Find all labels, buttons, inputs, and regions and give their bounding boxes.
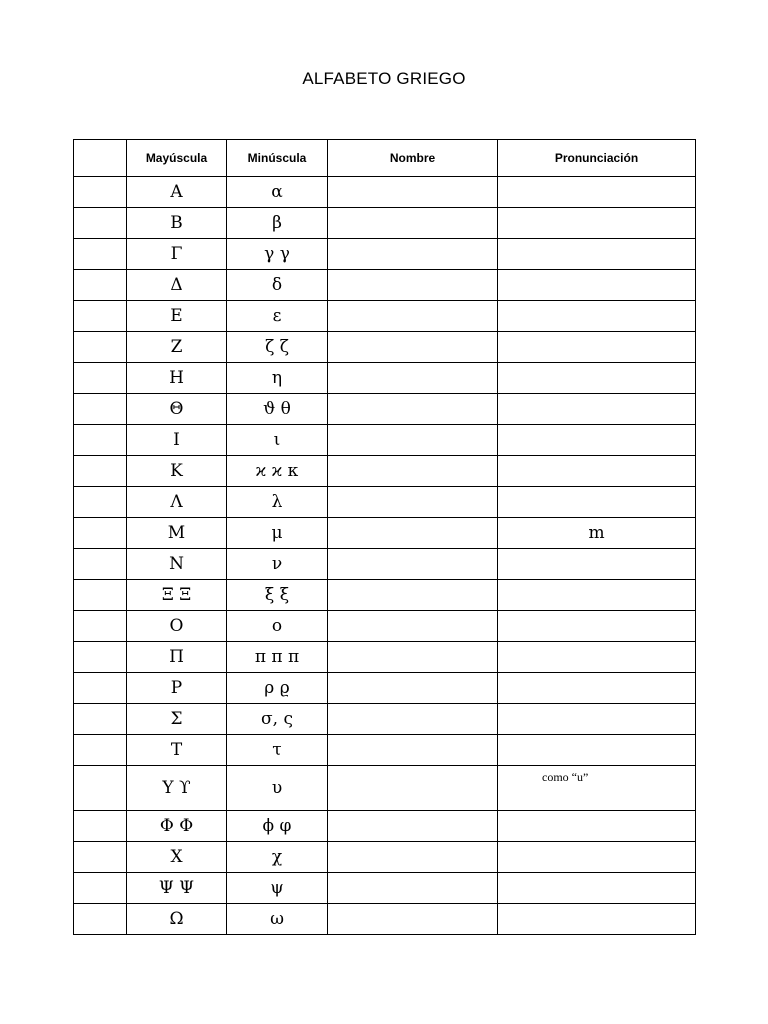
nombre-cell — [328, 673, 498, 704]
table-row — [74, 487, 696, 518]
row-index-cell — [74, 842, 127, 873]
uppercase-letter: Υ ϒ — [127, 766, 227, 811]
uppercase-letter: Κ — [127, 456, 227, 487]
lowercase-letter: ω — [227, 904, 328, 935]
pronunciacion-cell — [498, 611, 696, 642]
uppercase-letter: Μ — [127, 518, 227, 549]
lowercase-letter: ψ — [227, 873, 328, 904]
header-row — [74, 140, 696, 177]
pronunciacion-cell — [498, 332, 696, 363]
row-index-cell — [74, 177, 127, 208]
row-index-cell — [74, 735, 127, 766]
pronunciacion-cell: m — [498, 518, 696, 549]
uppercase-letter: Ε — [127, 301, 227, 332]
row-index-cell — [74, 611, 127, 642]
uppercase-letter: Χ — [127, 842, 227, 873]
pronunciacion-cell — [498, 549, 696, 580]
lowercase-letter: ζ ζ — [227, 332, 328, 363]
table-body — [74, 177, 696, 935]
nombre-cell — [328, 425, 498, 456]
lowercase-letter: χ — [227, 842, 328, 873]
table-row — [74, 332, 696, 363]
uppercase-letter: Ψ Ψ — [127, 873, 227, 904]
pronunciacion-cell — [498, 580, 696, 611]
table-row — [74, 270, 696, 301]
table-row — [74, 518, 696, 549]
nombre-cell — [328, 549, 498, 580]
nombre-cell — [328, 394, 498, 425]
pronunciacion-cell — [498, 873, 696, 904]
pronunciacion-cell — [498, 842, 696, 873]
table-row — [74, 580, 696, 611]
lowercase-letter: σ, ς — [227, 704, 328, 735]
lowercase-letter: ε — [227, 301, 328, 332]
lowercase-letter: ι — [227, 425, 328, 456]
header-index — [74, 140, 127, 177]
pronunciacion-cell — [498, 642, 696, 673]
lowercase-letter: τ — [227, 735, 328, 766]
lowercase-letter: ϰ ϰ κ — [227, 456, 328, 487]
uppercase-letter: Ρ — [127, 673, 227, 704]
lowercase-letter: β — [227, 208, 328, 239]
lowercase-letter: ϑ θ — [227, 394, 328, 425]
uppercase-letter: Σ — [127, 704, 227, 735]
pronunciacion-cell — [498, 456, 696, 487]
table-row — [74, 239, 696, 270]
table-row — [74, 673, 696, 704]
nombre-cell — [328, 332, 498, 363]
uppercase-letter: Φ Φ — [127, 811, 227, 842]
uppercase-letter: Ζ — [127, 332, 227, 363]
lowercase-letter: π π π — [227, 642, 328, 673]
page-title: ALFABETO GRIEGO — [302, 69, 466, 88]
lowercase-letter: μ — [227, 518, 328, 549]
header-nombre: Nombre — [328, 140, 498, 177]
table-row — [74, 873, 696, 904]
uppercase-letter: Ι — [127, 425, 227, 456]
nombre-cell — [328, 301, 498, 332]
uppercase-letter: Β — [127, 208, 227, 239]
nombre-cell — [328, 518, 498, 549]
nombre-cell — [328, 611, 498, 642]
table-row — [74, 811, 696, 842]
row-index-cell — [74, 549, 127, 580]
table-row — [74, 456, 696, 487]
row-index-cell — [74, 363, 127, 394]
nombre-cell — [328, 208, 498, 239]
table-row — [74, 549, 696, 580]
nombre-cell — [328, 735, 498, 766]
pronunciacion-cell — [498, 239, 696, 270]
nombre-cell — [328, 766, 498, 811]
uppercase-letter: Δ — [127, 270, 227, 301]
row-index-cell — [74, 208, 127, 239]
table-row — [74, 735, 696, 766]
table-row — [74, 642, 696, 673]
row-index-cell — [74, 239, 127, 270]
lowercase-letter: ν — [227, 549, 328, 580]
uppercase-letter: Η — [127, 363, 227, 394]
row-index-cell — [74, 766, 127, 811]
pronunciacion-cell — [498, 735, 696, 766]
row-index-cell — [74, 301, 127, 332]
nombre-cell — [328, 270, 498, 301]
lowercase-letter: λ — [227, 487, 328, 518]
greek-alphabet-table — [73, 139, 696, 935]
row-index-cell — [74, 518, 127, 549]
nombre-cell — [328, 239, 498, 270]
pronunciacion-cell — [498, 363, 696, 394]
uppercase-letter: Ω — [127, 904, 227, 935]
uppercase-letter: Π — [127, 642, 227, 673]
uppercase-letter: Ξ Ξ — [127, 580, 227, 611]
row-index-cell — [74, 873, 127, 904]
pronunciacion-cell — [498, 270, 696, 301]
header-minuscula: Minúscula — [227, 140, 328, 177]
lowercase-letter: ϕ φ — [227, 811, 328, 842]
pronunciacion-note: como “u” — [542, 770, 589, 784]
table-row — [74, 301, 696, 332]
table-row — [74, 704, 696, 735]
lowercase-letter: ο — [227, 611, 328, 642]
nombre-cell — [328, 704, 498, 735]
table-row — [74, 611, 696, 642]
pronunciacion-cell — [498, 301, 696, 332]
uppercase-letter: Λ — [127, 487, 227, 518]
uppercase-letter: Θ — [127, 394, 227, 425]
lowercase-letter: α — [227, 177, 328, 208]
row-index-cell — [74, 811, 127, 842]
uppercase-letter: Τ — [127, 735, 227, 766]
pronunciacion-cell — [498, 704, 696, 735]
header-mayuscula: Mayúscula — [127, 140, 227, 177]
nombre-cell — [328, 642, 498, 673]
row-index-cell — [74, 394, 127, 425]
row-index-cell — [74, 487, 127, 518]
row-index-cell — [74, 456, 127, 487]
row-index-cell — [74, 704, 127, 735]
lowercase-letter: γ γ — [227, 239, 328, 270]
nombre-cell — [328, 842, 498, 873]
pronunciacion-cell — [498, 394, 696, 425]
lowercase-letter: υ — [227, 766, 328, 811]
row-index-cell — [74, 580, 127, 611]
uppercase-letter: Ο — [127, 611, 227, 642]
nombre-cell — [328, 363, 498, 394]
table-row — [74, 904, 696, 935]
table-row — [74, 425, 696, 456]
row-index-cell — [74, 270, 127, 301]
row-index-cell — [74, 904, 127, 935]
pronunciacion-cell — [498, 177, 696, 208]
pronunciacion-cell — [498, 425, 696, 456]
nombre-cell — [328, 177, 498, 208]
row-index-cell — [74, 425, 127, 456]
lowercase-letter: η — [227, 363, 328, 394]
nombre-cell — [328, 580, 498, 611]
nombre-cell — [328, 487, 498, 518]
table-row — [74, 177, 696, 208]
table-row — [74, 842, 696, 873]
pronunciacion-cell — [498, 673, 696, 704]
row-index-cell — [74, 673, 127, 704]
lowercase-letter: ρ ϱ — [227, 673, 328, 704]
nombre-cell — [328, 904, 498, 935]
row-index-cell — [74, 332, 127, 363]
row-index-cell — [74, 642, 127, 673]
pronunciacion-cell — [498, 904, 696, 935]
nombre-cell — [328, 456, 498, 487]
table-row — [74, 208, 696, 239]
uppercase-letter: Α — [127, 177, 227, 208]
uppercase-letter: Ν — [127, 549, 227, 580]
table-row — [74, 394, 696, 425]
pronunciacion-cell — [498, 811, 696, 842]
lowercase-letter: δ — [227, 270, 328, 301]
header-pronunciacion: Pronunciación — [498, 140, 696, 177]
uppercase-letter: Γ — [127, 239, 227, 270]
nombre-cell — [328, 811, 498, 842]
pronunciacion-cell — [498, 487, 696, 518]
lowercase-letter: ξ ξ — [227, 580, 328, 611]
pronunciacion-cell — [498, 208, 696, 239]
table-row — [74, 766, 696, 811]
nombre-cell — [328, 873, 498, 904]
pronunciacion-cell — [498, 766, 696, 811]
table-row — [74, 363, 696, 394]
